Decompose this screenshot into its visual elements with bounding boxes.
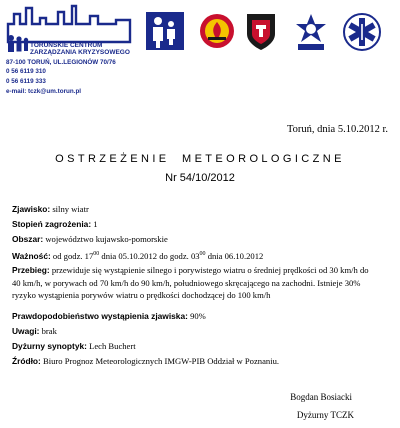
email: e-mail: tczk@um.torun.pl	[6, 88, 82, 95]
tczk-logo	[6, 4, 136, 96]
field-probability: Prawdopodobieństwo wystąpienia zjawiska: 90%	[12, 311, 206, 321]
document-number: Nr 54/10/2012	[165, 172, 235, 184]
signature-name: Bogdan Bosiacki	[290, 392, 352, 402]
city-guard-emblem	[244, 12, 278, 52]
field-validity: Ważność: od godz. $17^{00}$ dnia 05.10.2012 do godz. $03^{00}$ dnia 06.10.2012	[12, 250, 264, 261]
field-course: Przebieg: przewiduje się wystąpienie silnego i porywistego wiatru o średniej prędkości od 30 km/h do 40 km/h, w porywach od 70 km/h do 90 km/h, południowego skręcającego na zachodni. Istnieje 30% ryzyko wystąpienia porywów wiatru o prędkości dochodzącej do 100 km/h	[12, 265, 369, 300]
family-icon	[146, 12, 184, 50]
field-source: Źródło: Biuro Prognoz Meteorologicznych IMGW-PIB Oddział w Poznaniu.	[12, 356, 280, 366]
phone-2: 0 56 6119 333	[6, 78, 46, 85]
fire-service-emblem	[198, 12, 236, 50]
emblems-row	[146, 12, 398, 54]
ambulance-star-of-life	[342, 12, 382, 52]
organization-name: TORUŃSKIE CENTRUM ZARZĄDZANIA KRYZYSOWEGO	[30, 42, 130, 56]
field-phenomenon: Zjawisko: silny wiatr	[12, 204, 89, 214]
police-emblem	[292, 12, 330, 52]
address: 87-100 TORUŃ, UL.LEGIONÓW 70/76	[6, 59, 116, 66]
field-forecaster: Dyżurny synoptyk: Lech Buchert	[12, 341, 136, 351]
people-icon	[6, 34, 30, 56]
phone-1: 0 56 6119 310	[6, 68, 46, 75]
field-level: Stopień zagrożenia: 1	[12, 219, 98, 229]
place-date: Toruń, dnia 5.10.2012 r.	[286, 124, 388, 135]
signature-role: Dyżurny TCZK	[296, 410, 354, 420]
field-remarks: Uwagi: brak	[12, 326, 57, 336]
document-title: OSTRZEŻENIE METEOROLOGICZNE	[55, 153, 345, 165]
field-area: Obszar: województwo kujawsko-pomorskie	[12, 234, 168, 244]
